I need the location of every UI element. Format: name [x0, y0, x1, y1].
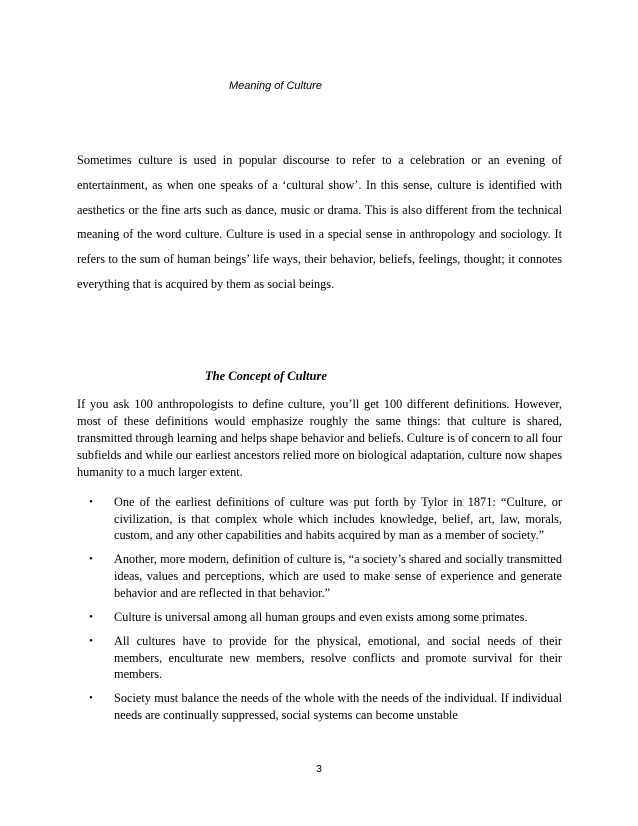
- bullet-icon: •: [89, 692, 93, 705]
- bullet-icon: •: [89, 496, 93, 508]
- bullet-icon: •: [89, 553, 93, 566]
- list-item-text: Culture is universal among all human groups and even exists among some primates.: [114, 609, 528, 624]
- page-number: 3: [316, 763, 322, 775]
- list-item-text: All cultures have to provide for the physical, emotional, and social needs of their members, enculturate new members, resolve conflicts and promote survival for their members.: [114, 633, 562, 682]
- paragraph-text: Sometimes culture is used in popular discourse to refer to a celebration or an evening of entertainment, as when one speaks of a ‘cultural show’. In this sense, culture is identified with aesthetics or the fine arts such as dance, music or drama. This is also different from the technical meaning of the word culture. Culture is used in a special sense in anthropology and sociology. It refers to the sum of human beings’ life ways, their behavior, beliefs, feelings, thought; it connotes everything that is acquired by them as social beings.: [77, 153, 562, 291]
- list-item: [77, 609, 562, 626]
- list-item-text: Another, more modern, definition of culture is, “a society’s shared and socially transmitted ideas, values and perceptions, which are used to make sense of experience and generate behavior and are reflected in that behavior.”: [114, 552, 562, 600]
- list-item: [77, 551, 562, 601]
- section-title-meaning-of-culture: Meaning of Culture: [229, 80, 322, 92]
- bullet-icon: •: [89, 634, 93, 647]
- list-item-text: Society must balance the needs of the whole with the needs of the individual. If individual needs are continually suppressed, social systems can become unstable: [114, 691, 562, 722]
- section-title-concept-of-culture: The Concept of Culture: [205, 369, 327, 383]
- concept-of-culture-paragraph: If you ask 100 anthropologists to define culture, you’ll get 100 different definitions. However, most of these definitions would emphasize roughly the same things: that culture is shared, transmitted through learning and helps shape behavior and beliefs. Culture is of concern to all four subfields and while our earliest ancestors relied more on biological adaptation, culture now shapes humanity to a much larger extent.: [77, 397, 562, 479]
- culture-bullet-list: [77, 494, 562, 731]
- bullet-icon: •: [89, 610, 93, 623]
- list-item: [77, 690, 562, 723]
- meaning-of-culture-paragraph: [77, 148, 562, 297]
- list-item-text: One of the earliest definitions of culture was put forth by Tylor in 1871: “Culture, or civilization, is that complex whole which includes knowledge, belief, art, law, morals, custom, and any other capabilities and habits acquired by man as a member of society.”: [114, 495, 562, 543]
- list-item: [77, 494, 562, 544]
- list-item: [77, 633, 562, 683]
